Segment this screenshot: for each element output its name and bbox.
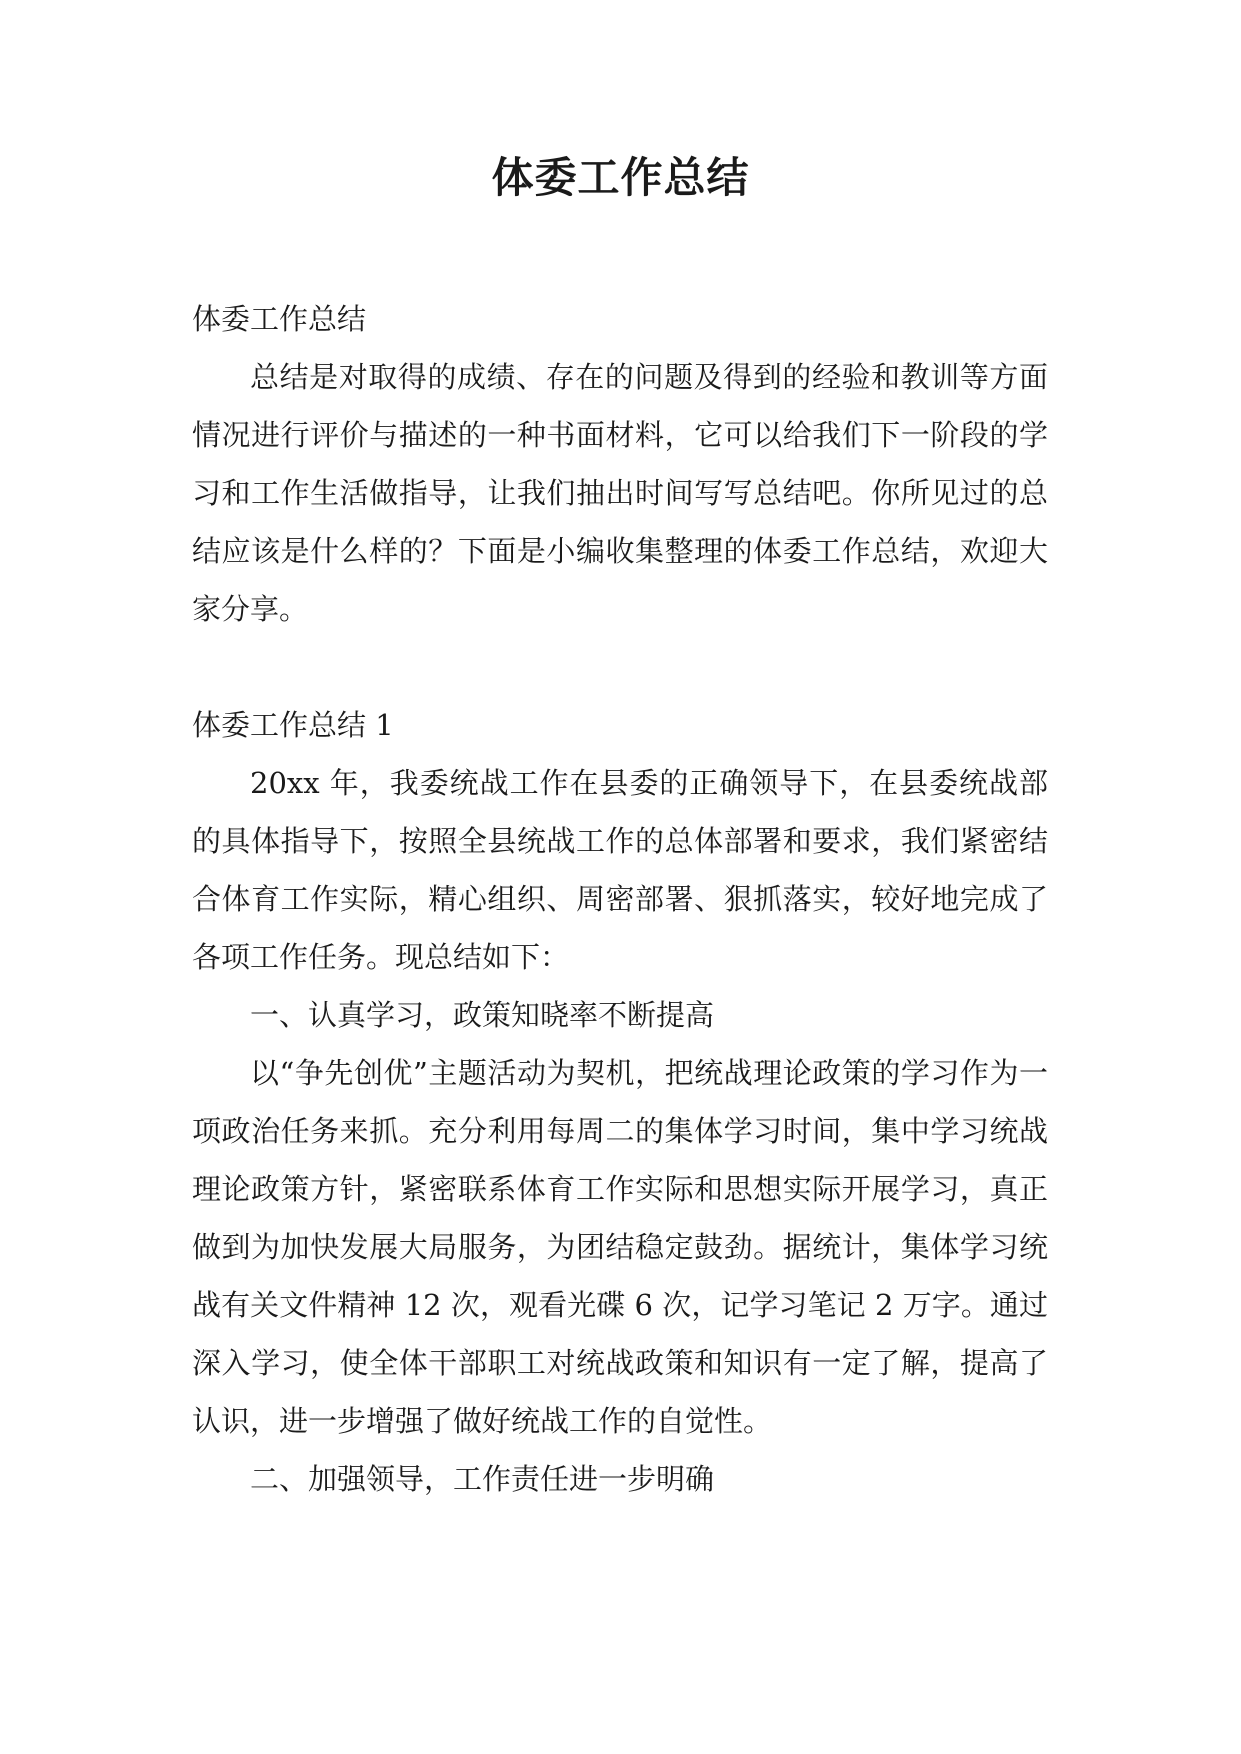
point-heading-2: 二、加强领导，工作责任进一步明确 xyxy=(250,1462,715,1496)
document-subtitle: 体委工作总结 xyxy=(192,302,367,336)
document-body xyxy=(192,290,1048,1508)
intro-paragraph: 总结是对取得的成绩、存在的问题及得到的经验和教训等方面情况进行评价与描述的一种书面材料，它可以给我们下一阶段的学习和工作生活做指导，让我们抽出时间写写总结吧。你所见过的总结应该是什么样的？下面是小编收集整理的体委工作总结，欢迎大家分享。 xyxy=(192,360,1048,626)
point-heading-1: 一、认真学习，政策知晓率不断提高 xyxy=(250,998,715,1032)
section-heading: 体委工作总结 1 xyxy=(192,708,394,742)
section-paragraph: 20xx 年，我委统战工作在县委的正确领导下，在县委统战部的具体指导下，按照全县统战工作的总体部署和要求，我们紧密结合体育工作实际，精心组织、周密部署、狠抓落实，较好地完成了各项工作任务。现总结如下： xyxy=(192,766,1048,974)
point-body-1: 以“争先创优”主题活动为契机，把统战理论政策的学习作为一项政治任务来抓。充分利用每周二的集体学习时间，集中学习统战理论政策方针，紧密联系体育工作实际和思想实际开展学习，真正做到为加快发展大局服务，为团结稳定鼓劲。据统计，集体学习统战有关文件精神 12 次，观看光碟 6 次，记学习笔记 2 万字。通过深入学习，使全体干部职工对统战政策和知识有一定了解，提高了认识，进一步增强了做好统战工作的自觉性。 xyxy=(192,1056,1048,1438)
document-title: 体委工作总结 xyxy=(491,153,750,202)
section-spacer xyxy=(192,638,1048,696)
